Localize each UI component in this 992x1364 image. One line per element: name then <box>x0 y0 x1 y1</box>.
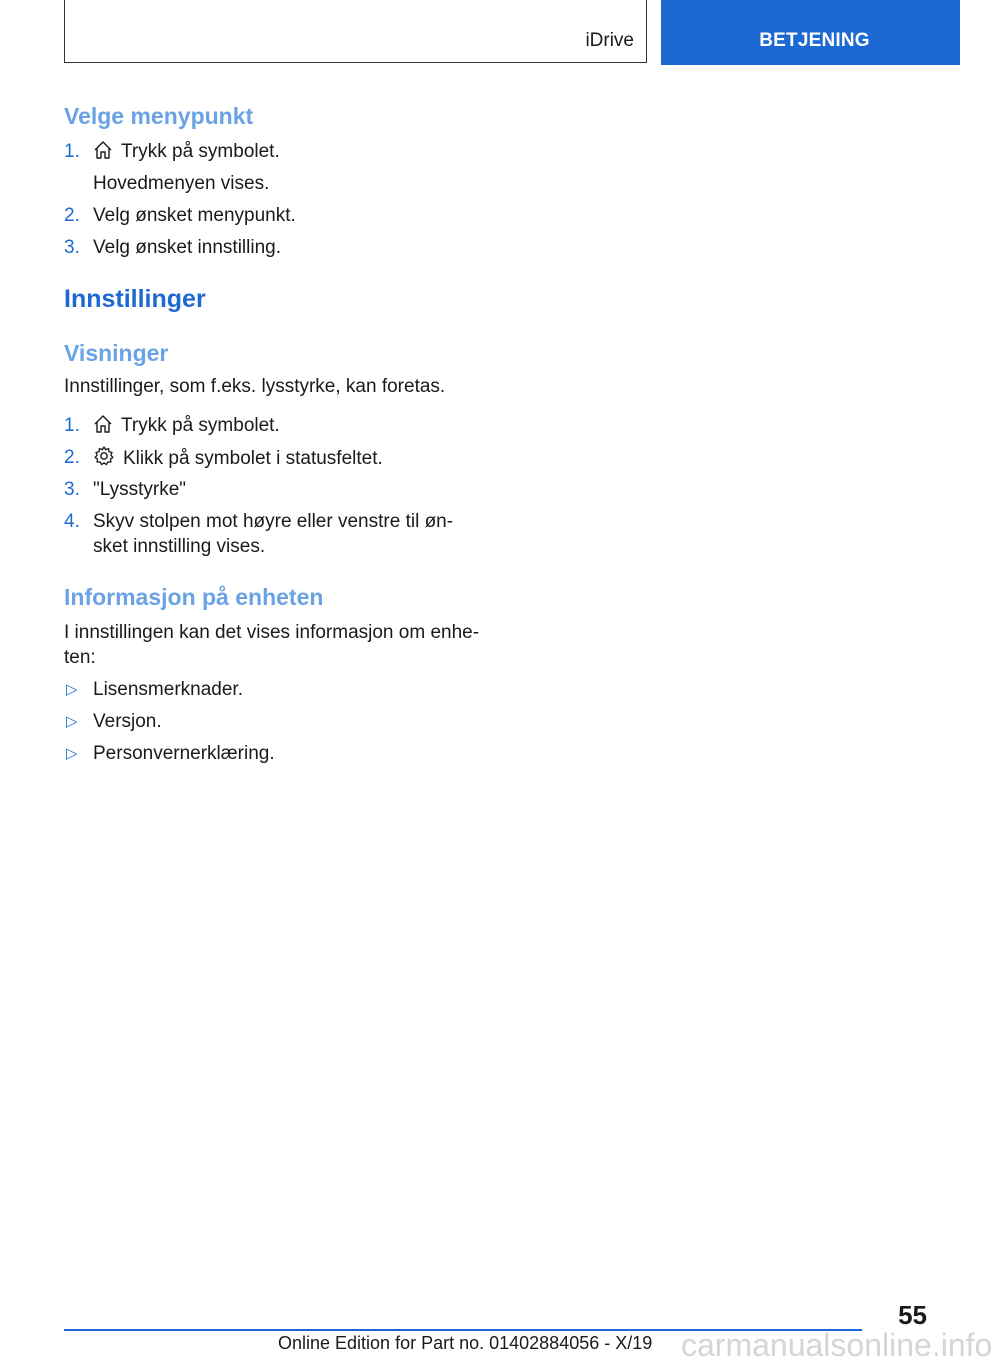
step-number: 1. <box>64 141 80 162</box>
step-number: 4. <box>64 511 80 532</box>
step-number: 2. <box>64 447 80 468</box>
informasjon-intro: I innstillingen kan det vises informasjon om enhe-ten: <box>64 622 480 668</box>
visninger-intro: Innstillinger, som f.eks. lysstyrke, kan foretas. <box>64 376 446 397</box>
step-number: 1. <box>64 415 80 436</box>
home-icon <box>93 414 113 441</box>
step-text: Skyv stolpen mot høyre eller venstre til øn-sket innstilling vises. <box>93 511 454 557</box>
step-text: Velg ønsket innstilling. <box>93 237 281 258</box>
heading-innstillinger: Innstillinger <box>64 285 206 313</box>
step-result-text: Hovedmenyen vises. <box>93 173 270 194</box>
step-text: "Lysstyrke" <box>93 479 187 500</box>
step-number: 3. <box>64 237 80 258</box>
heading-informasjon: Informasjon på enheten <box>64 584 324 610</box>
heading-velge-menypunkt: Velge menypunkt <box>64 103 254 129</box>
section-title: BETJENING <box>759 30 870 51</box>
step-text: Trykk på symbolet. <box>121 141 280 162</box>
watermark: carmanualsonline.info <box>681 1327 992 1363</box>
step-text: Velg ønsket menypunkt. <box>93 205 296 226</box>
bullet-triangle-icon: ▷ <box>66 745 78 762</box>
heading-visninger: Visninger <box>64 340 169 366</box>
page-number: 55 <box>898 1300 927 1330</box>
step-text: Klikk på symbolet i statusfeltet. <box>123 448 383 469</box>
step-number: 3. <box>64 479 80 500</box>
footer-edition: Online Edition for Part no. 01402884056 - X/19 <box>278 1333 653 1353</box>
chapter-title: iDrive <box>585 30 634 51</box>
bullet-triangle-icon: ▷ <box>66 681 78 698</box>
header-chapter-box <box>64 0 647 63</box>
section-tab <box>661 0 960 65</box>
bullet-text: Versjon. <box>93 711 162 732</box>
step-number: 2. <box>64 205 80 226</box>
bullet-text: Lisensmerknader. <box>93 679 243 700</box>
home-icon <box>93 140 113 167</box>
bullet-triangle-icon: ▷ <box>66 713 78 730</box>
step-text: Trykk på symbolet. <box>121 415 280 436</box>
gear-icon <box>93 445 115 474</box>
bullet-text: Personvernerklæring. <box>93 743 275 764</box>
